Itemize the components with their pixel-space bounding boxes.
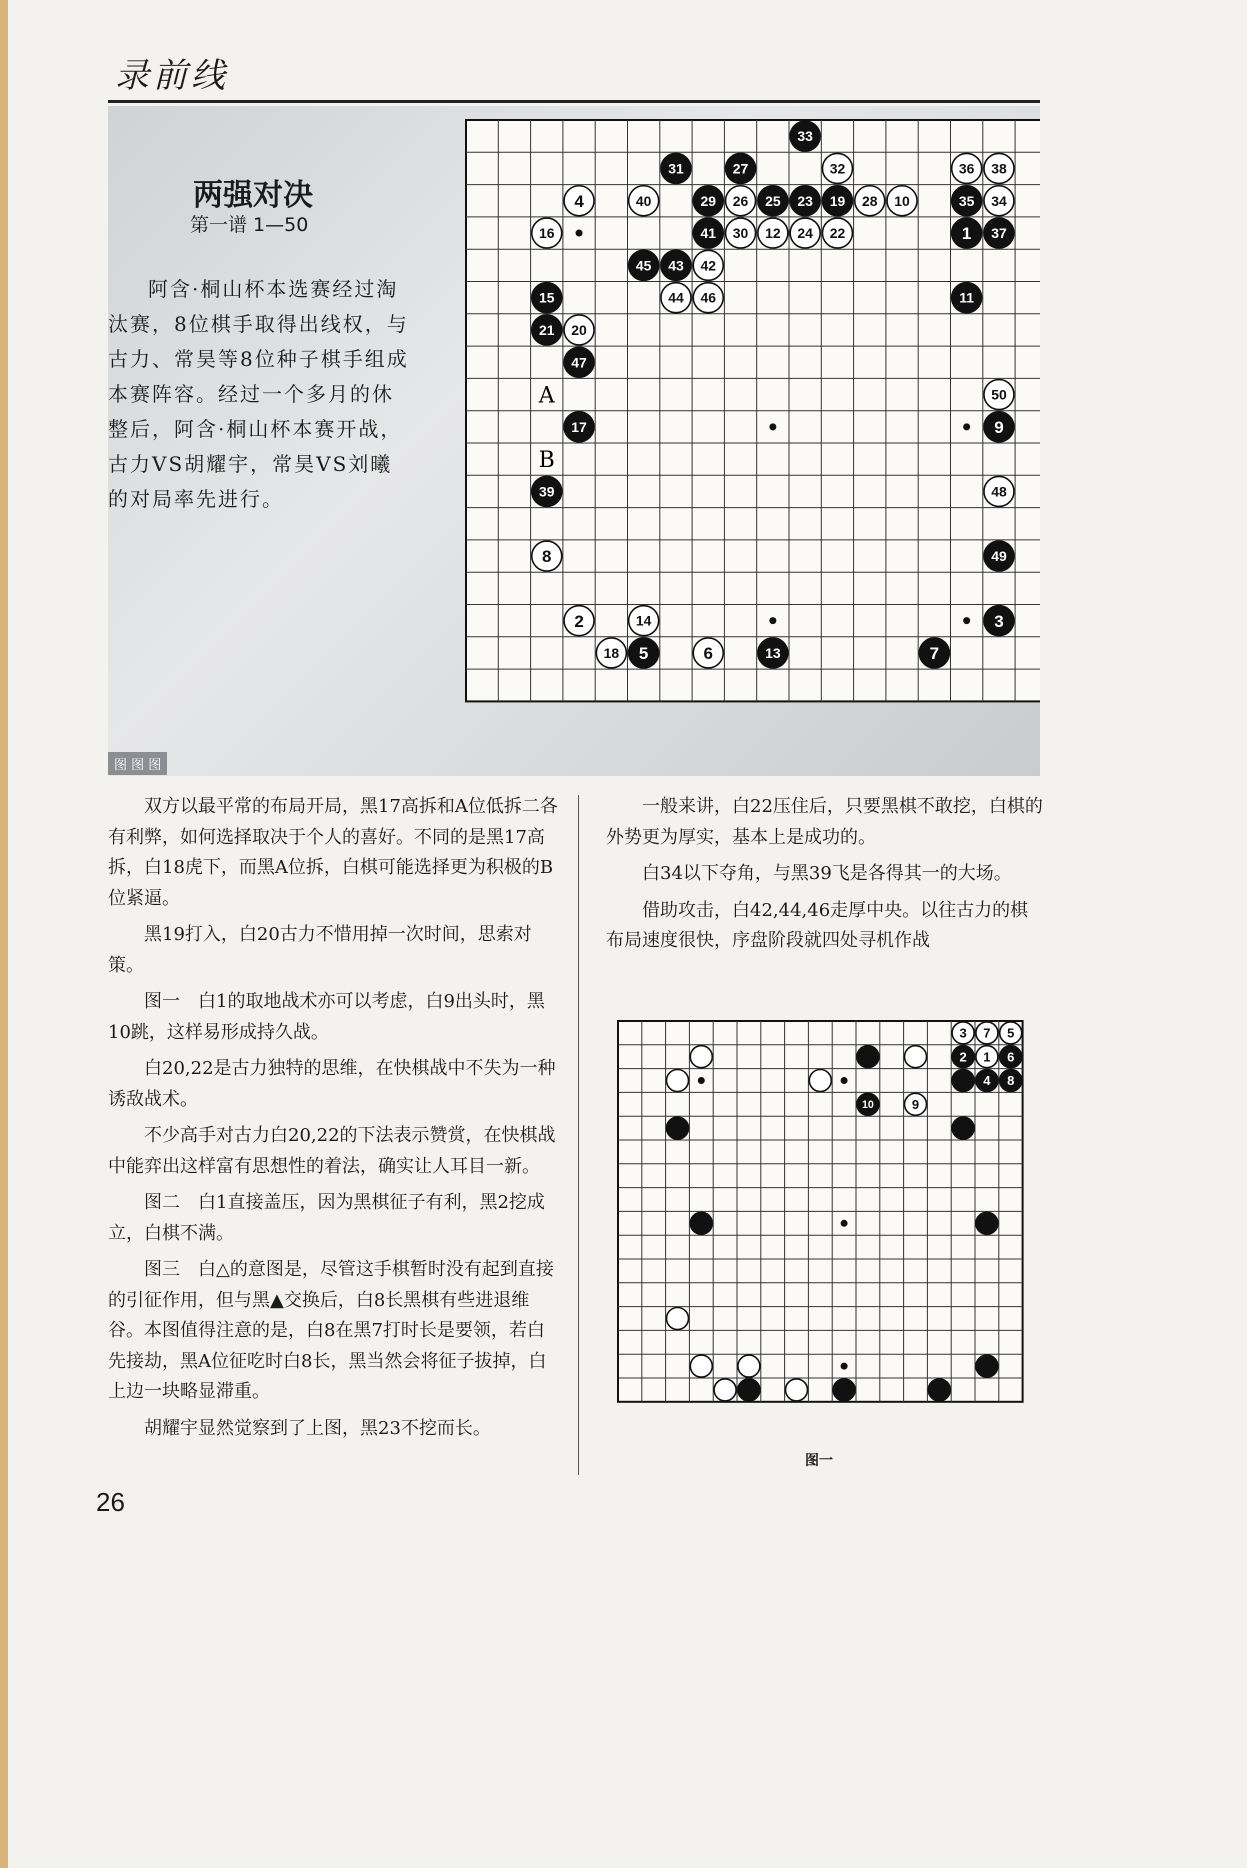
commentary-paragraph: 白34以下夺角，与黑39飞是各得其一的大场。 [642, 863, 1012, 884]
stone-number: 7 [929, 644, 940, 664]
stone-number: 26 [732, 192, 749, 209]
commentary-paragraph: 一般来讲，白22压住后，只要黑棋不敢挖，白棋的外势更为厚实，基本上是成功的。 [606, 796, 1043, 848]
stone-number: 45 [635, 257, 652, 274]
article-intro [108, 272, 413, 517]
column-divider [578, 795, 579, 1475]
stone-number: 10 [894, 192, 910, 209]
stone-number: 17 [571, 418, 587, 435]
stone-number: 25 [765, 192, 781, 209]
figure-white-stone [667, 1308, 689, 1330]
stone-number: 4 [574, 191, 584, 211]
stone-number: 9 [994, 417, 1004, 437]
stone-number: 44 [668, 289, 684, 306]
stone-number: 3 [994, 611, 1004, 631]
article-subtitle: 第一谱 1—50 [190, 214, 309, 236]
stone-number: 1 [983, 1049, 991, 1065]
stone-number: 14 [635, 612, 652, 629]
page-edge-strip [0, 0, 8, 1868]
stone-number: 19 [829, 192, 846, 209]
star-point [841, 1363, 848, 1370]
stone-number: 37 [991, 225, 1007, 242]
stone-number: 11 [959, 289, 975, 306]
stone-number: 8 [1007, 1073, 1015, 1089]
stone-number: 46 [700, 289, 717, 306]
figure-black-stone [976, 1355, 998, 1377]
stone-number: 21 [538, 321, 555, 338]
section-header: 录前线 [115, 56, 229, 96]
figure-black-stone [690, 1212, 712, 1234]
figure-black-stone [928, 1379, 950, 1401]
figure-black-stone [738, 1379, 760, 1401]
header-rule [108, 100, 1040, 103]
stone-number: 15 [538, 289, 555, 306]
stone-number: 30 [732, 225, 749, 242]
banner-caption: 图 图 图 [108, 752, 167, 775]
stone-number: 23 [797, 192, 813, 209]
stone-number: 18 [603, 644, 620, 661]
intro-paragraph: 阿含·桐山杯本选赛经过淘汰赛，8位棋手取得出线权，与古力、常昊等8位种子棋手组成本赛阵容。经过一个多月的休整后，阿含·桐山杯本赛开战，古力VS胡耀宇，常昊VS刘曦的对局率先进行。 [108, 277, 409, 511]
stone-number: 13 [765, 644, 781, 661]
figure-black-stone [976, 1212, 998, 1234]
stone-number: 47 [571, 354, 587, 371]
stone-number: 48 [991, 483, 1007, 500]
stone-number: 50 [991, 386, 1007, 403]
stone-number: 32 [829, 160, 846, 177]
main-go-board [460, 110, 1040, 705]
stone-number: 28 [861, 192, 878, 209]
star-point [963, 423, 970, 430]
stone-number: 5 [1007, 1025, 1015, 1041]
figure-white-stone [809, 1070, 831, 1092]
commentary-right-column [606, 792, 1046, 963]
stone-number: 4 [983, 1073, 991, 1089]
article-title: 两强对决 [193, 178, 313, 213]
stone-number: 1 [961, 224, 972, 244]
commentary-paragraph: 黑19打入，白20古力不惜用掉一次时间，思索对策。 [108, 924, 532, 976]
star-point [769, 423, 776, 430]
stone-number: 39 [538, 483, 555, 500]
figure-black-stone [667, 1117, 689, 1139]
stone-number: 31 [668, 160, 684, 177]
stone-number: 27 [732, 160, 749, 177]
star-point [576, 230, 583, 237]
stone-number: 5 [638, 644, 649, 664]
stone-number: 35 [958, 192, 975, 209]
stone-number: 3 [959, 1025, 967, 1041]
figure1-go-board [612, 1015, 1032, 1425]
stone-number: 2 [574, 611, 584, 631]
figure-white-stone [714, 1379, 736, 1401]
stone-number: 42 [700, 257, 717, 274]
figure-white-stone [786, 1379, 808, 1401]
commentary-paragraph: 双方以最平常的布局开局，黑17高拆和A位低拆二各有利弊，如何选择取决于个人的喜好。不同的是黑17高拆，白18虎下，而黑A位拆，白棋可能选择更为积极的B位紧逼。 [108, 796, 558, 909]
board-marker-label: B [538, 448, 555, 474]
stone-number: 29 [700, 192, 717, 209]
figure-white-stone [905, 1046, 927, 1068]
figure1-caption: 图一 [805, 1453, 833, 1469]
stone-number: 40 [635, 192, 652, 209]
commentary-left-column [108, 792, 558, 1450]
star-point [963, 617, 970, 624]
stone-number: 33 [797, 128, 813, 145]
commentary-paragraph: 胡耀宇显然觉察到了上图，黑23不挖而长。 [144, 1417, 491, 1439]
star-point [769, 617, 776, 624]
stone-number: 34 [991, 192, 1007, 209]
stone-number: 6 [703, 644, 713, 664]
figure-white-stone [738, 1355, 760, 1377]
stone-number: 20 [571, 321, 587, 338]
commentary-paragraph: 图三 白△的意图是，尽管这手棋暂时没有起到直接的引征作用，但与黑▲交换后，白8长黑棋有些进退维谷。本图值得注意的是，白8在黑7打时长是要领，若白先接劫，黑A位征吃时白8长，黑当然会将征子拔掉，白上边一块略显滞重。 [108, 1259, 554, 1402]
stone-number: 36 [958, 160, 975, 177]
star-point [698, 1077, 705, 1084]
stone-number: 8 [542, 547, 552, 567]
stone-number: 12 [765, 225, 781, 242]
stone-number: 6 [1007, 1049, 1015, 1065]
stone-number: 22 [829, 225, 846, 242]
commentary-paragraph: 图二 白1直接盖压，因为黑棋征子有利，黑2挖成立，白棋不满。 [108, 1192, 545, 1244]
commentary-paragraph: 借助攻击，白42,44,46走厚中央。以往古力的棋布局速度很快，序盘阶段就四处寻机作战 [606, 899, 1029, 951]
stone-number: 7 [983, 1025, 991, 1041]
commentary-paragraph: 不少高手对古力白20,22的下法表示赞赏，在快棋战中能弈出这样富有思想性的着法，确实让人耳目一新。 [108, 1125, 556, 1177]
figure-black-stone [833, 1379, 855, 1401]
stone-number: 10 [861, 1099, 874, 1112]
stone-number: 2 [959, 1049, 967, 1065]
star-point [841, 1077, 848, 1084]
figure-white-stone [690, 1046, 712, 1068]
stone-number: 38 [991, 160, 1007, 177]
stone-number: 16 [538, 225, 555, 242]
stone-number: 41 [700, 225, 717, 242]
commentary-paragraph: 白20,22是古力独特的思维，在快棋战中不失为一种诱敌战术。 [108, 1058, 556, 1110]
figure-black-stone [952, 1117, 974, 1139]
stone-number: 9 [911, 1096, 920, 1112]
figure-white-stone [667, 1070, 689, 1092]
figure-white-stone [690, 1355, 712, 1377]
figure-black-stone [857, 1046, 879, 1068]
page-number: 26 [96, 1487, 125, 1517]
stone-number: 49 [991, 548, 1007, 565]
board-marker-label: A [538, 383, 555, 409]
star-point [841, 1220, 848, 1227]
stone-number: 24 [797, 225, 813, 242]
figure-black-stone [952, 1070, 974, 1092]
commentary-paragraph: 图一 白1的取地战术亦可以考虑，白9出头时，黑10跳，这样易形成持久战。 [108, 991, 545, 1043]
stone-number: 43 [668, 257, 684, 274]
